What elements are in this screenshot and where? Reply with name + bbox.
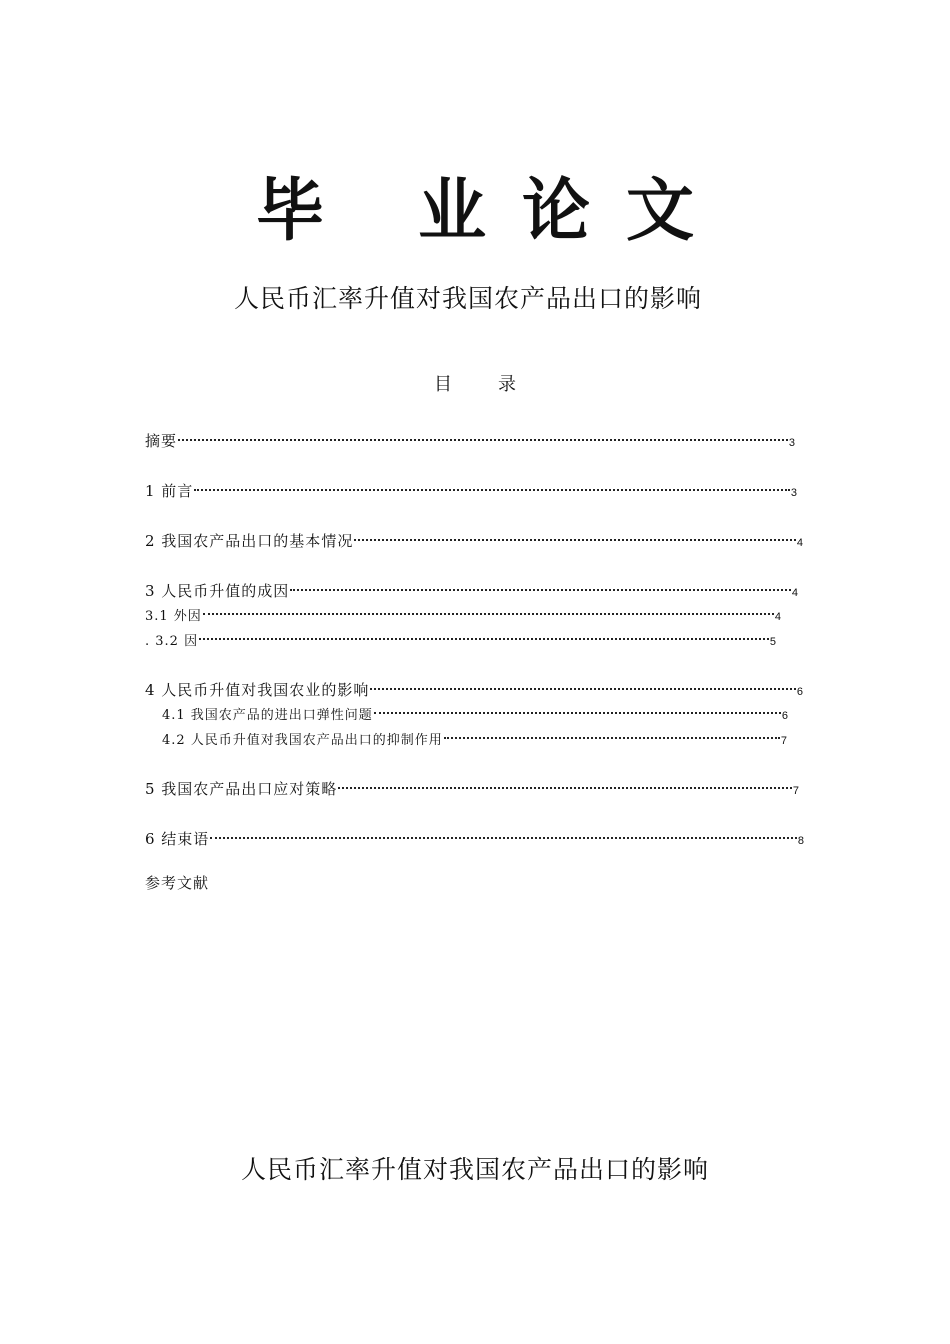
toc-entry[interactable]	[145, 600, 781, 627]
toc-heading	[434, 373, 516, 397]
toc-entry-page: 3	[790, 487, 797, 499]
toc-entry-label: 摘要	[145, 432, 178, 450]
toc-entry[interactable]	[162, 699, 788, 726]
toc-entry-page: 4	[774, 611, 781, 623]
toc-entry[interactable]	[145, 625, 776, 652]
toc-leader-dots	[338, 774, 792, 794]
toc-entry[interactable]	[145, 576, 798, 603]
toc-entry[interactable]	[162, 724, 787, 751]
main-title-char: 文	[626, 171, 695, 251]
toc-leader-dots	[210, 824, 797, 844]
toc-entry-page: 7	[780, 735, 787, 747]
main-title-char: 业	[417, 171, 486, 251]
toc-entry-label: 4.1 我国农产品的进出口弹性问题	[162, 708, 373, 723]
toc-heading-char: 目	[434, 374, 452, 395]
toc-entry-page: 4	[791, 587, 798, 599]
main-title	[0, 172, 950, 250]
toc-leader-dots	[374, 699, 781, 719]
toc-entry-page: 6	[781, 710, 788, 722]
toc-entry[interactable]	[145, 774, 799, 801]
toc-leader-dots	[199, 625, 769, 645]
toc-leader-dots	[290, 576, 791, 596]
toc-leader-dots	[444, 724, 780, 744]
toc-entry-label: 1 前言	[145, 482, 194, 500]
main-title-char: 论	[522, 171, 591, 251]
toc-entry-page: 8	[797, 835, 804, 847]
toc-leader-dots	[354, 526, 796, 546]
toc-entry[interactable]	[145, 526, 803, 553]
toc-heading-char: 录	[498, 374, 516, 395]
thesis-title: 人民币汇率升值对我国农产品出口的影响	[234, 284, 703, 313]
toc-leader-dots	[194, 476, 790, 496]
toc-entry[interactable]	[145, 426, 795, 453]
toc-entry-page: 7	[792, 785, 799, 797]
toc-entry-label: 6 结束语	[145, 830, 210, 848]
toc-entry-label: 3 人民币升值的成因	[145, 582, 290, 600]
toc-entry[interactable]	[145, 824, 804, 851]
toc-entry-label: 4 人民币升值对我国农业的影响	[145, 681, 370, 699]
toc-entry-label: 5 我国农产品出口应对策略	[145, 780, 338, 798]
toc-entry-label: 3.1 外因	[145, 609, 202, 624]
toc-entry-page: 3	[788, 437, 795, 449]
toc-entry[interactable]	[145, 675, 803, 702]
body-title: 人民币汇率升值对我国农产品出口的影响	[240, 1155, 709, 1184]
toc-entry[interactable]	[145, 476, 797, 503]
main-title-char: 毕	[255, 171, 324, 251]
toc-leader-dots	[203, 600, 774, 620]
toc-entry-page: 4	[796, 537, 803, 549]
toc-leader-dots	[370, 675, 796, 695]
toc-entry-label: 4.2 人民币升值对我国农产品出口的抑制作用	[162, 733, 443, 748]
toc-entry-label: . 3.2 因	[145, 634, 199, 649]
toc-leader-dots	[178, 426, 788, 446]
toc-entry-page: 6	[796, 686, 803, 698]
toc-entry-page: 5	[769, 636, 776, 648]
toc-entry-label: 2 我国农产品出口的基本情况	[145, 532, 354, 550]
toc-references[interactable]: 参考文献	[145, 874, 210, 892]
